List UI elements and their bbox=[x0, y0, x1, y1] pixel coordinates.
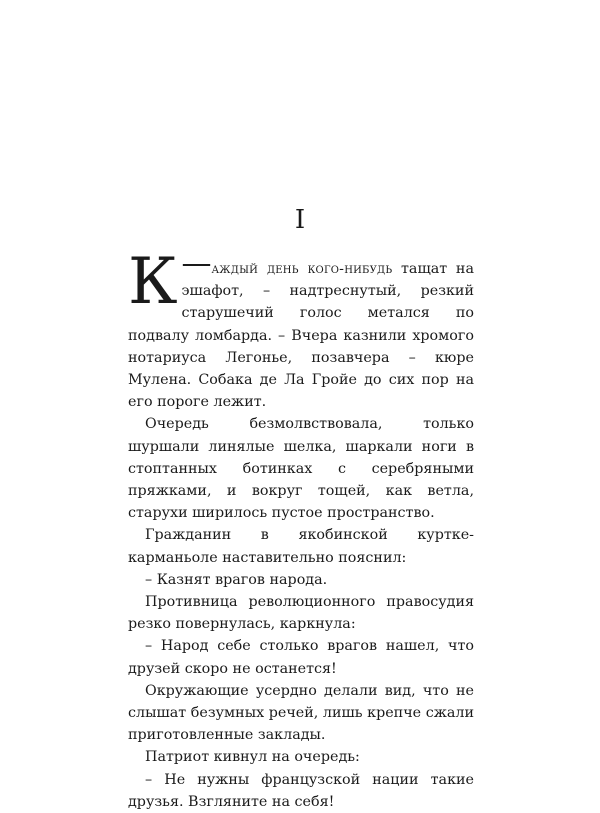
paragraph: Гражданин в якобинской куртке-карманьоле наставительно пояснил: bbox=[128, 527, 474, 566]
paragraph: – Казнят врагов народа. bbox=[145, 571, 328, 588]
opening-paragraph bbox=[128, 245, 474, 413]
paragraph: Очередь безмолвствовала, только шуршали линялые шелка, шаркали ноги в стоптанных ботинках с серебряными пряжками, и вокруг тощей, как ветла, старухи ширилось пустое пространство. bbox=[128, 416, 474, 522]
chapter-number: I bbox=[294, 205, 306, 235]
paragraph: Окружающие усердно делали вид, что не слышат безумных речей, лишь крепче сжали приготовленные заклады. bbox=[128, 682, 474, 744]
paragraph: Противница революционного правосудия резко повернулась, каркнула: bbox=[128, 594, 474, 633]
opening-rest: тащат на эшафот, – надтреснутый, резкий старушечий голос метался по подвалу ломбарда. – Вчера казнили хромого нотариуса Легонье, позавчера – кюре Мулена. Собака де Ла Гройе до сих пор на его пороге лежит. bbox=[128, 261, 474, 411]
paragraph: – Народ себе столько врагов нашел, что друзей скоро не останется! bbox=[128, 638, 474, 677]
opening-lead: аждый день кого-нибудь bbox=[211, 261, 393, 277]
drop-cap: К bbox=[128, 245, 178, 319]
paragraph: – Не нужны французской нации такие друзья. Взгляните на себя! bbox=[128, 771, 474, 810]
paragraph: Патриот кивнул на очередь: bbox=[145, 749, 360, 766]
opening-dash: — bbox=[181, 246, 212, 281]
body-text bbox=[128, 245, 474, 813]
